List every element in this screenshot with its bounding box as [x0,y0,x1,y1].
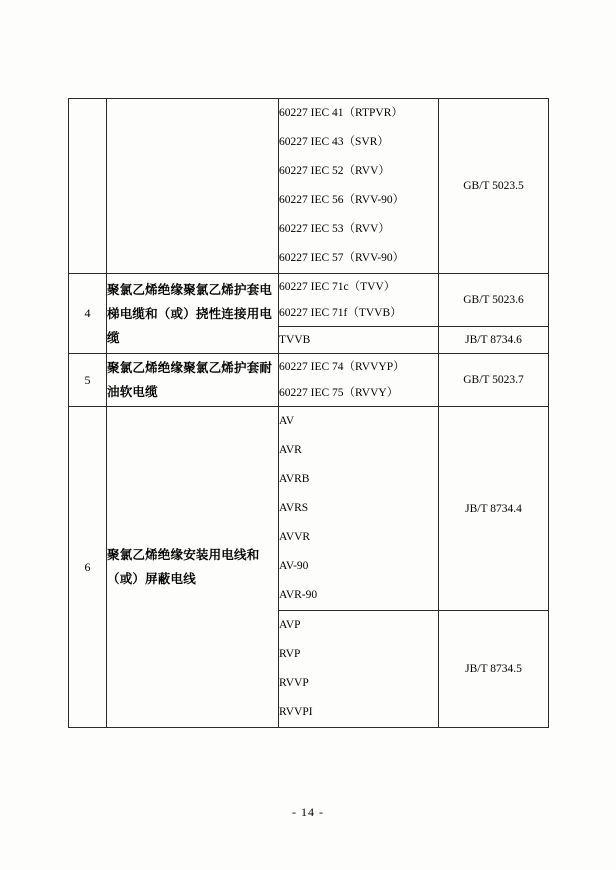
table-row [69,407,549,611]
row-product-name [107,99,279,274]
row-model-list [279,274,439,327]
model-item: 60227 IEC 53（RVV） [279,223,390,235]
row-standard: GB/T 5023.5 [439,99,549,274]
row-number: 5 [69,354,107,407]
model-item: 60227 IEC 41（RTPVR） [279,107,403,119]
model-item: AV-90 [279,560,309,572]
row-model-list [279,354,439,407]
model-item: AVVR [279,531,311,543]
row-standard: JB/T 8734.4 [439,407,549,611]
model-item: AVP [279,619,301,631]
row-model-list [279,611,439,728]
row-product-name: 聚氯乙烯绝缘聚氯乙烯护套耐油软电缆 [107,354,279,407]
table-row [69,99,549,274]
model-item: TVVB [279,334,311,346]
row-number [69,99,107,274]
row-standard: JB/T 8734.6 [439,327,549,354]
model-item: 60227 IEC 43（SVR） [279,136,389,148]
model-item: 60227 IEC 74（RVVYP） [279,361,405,373]
row-number: 6 [69,407,107,728]
table-row [69,354,549,407]
model-item: 60227 IEC 71f（TVVB） [279,307,402,319]
row-model-list [279,99,439,274]
cable-standards-table [68,98,549,728]
model-item: AVRB [279,473,310,485]
model-item: 60227 IEC 52（RVV） [279,165,390,177]
table-row [69,274,549,327]
row-standard: GB/T 5023.7 [439,354,549,407]
row-product-name: 聚氯乙烯绝缘聚氯乙烯护套电梯电缆和（或）挠性连接用电缆 [107,274,279,354]
model-item: RVP [279,648,301,660]
model-item: RVVPI [279,706,313,718]
model-item: AV [279,415,295,427]
row-product-name: 聚氯乙烯绝缘安装用电线和（或）屏蔽电线 [107,407,279,728]
row-standard: JB/T 8734.5 [439,611,549,728]
model-item: 60227 IEC 71c（TVV） [279,281,396,293]
model-item: 60227 IEC 56（RVV-90） [279,194,405,206]
row-model-list [279,407,439,611]
model-item: AVRS [279,502,309,514]
row-model-list [279,327,439,354]
model-item: AVR [279,444,302,456]
row-number: 4 [69,274,107,354]
model-item: 60227 IEC 75（RVVY） [279,387,399,399]
model-item: 60227 IEC 57（RVV-90） [279,252,405,264]
model-item: AVR-90 [279,589,318,601]
page-number: - 14 - [292,805,324,819]
row-standard: GB/T 5023.6 [439,274,549,327]
model-item: RVVP [279,677,309,689]
